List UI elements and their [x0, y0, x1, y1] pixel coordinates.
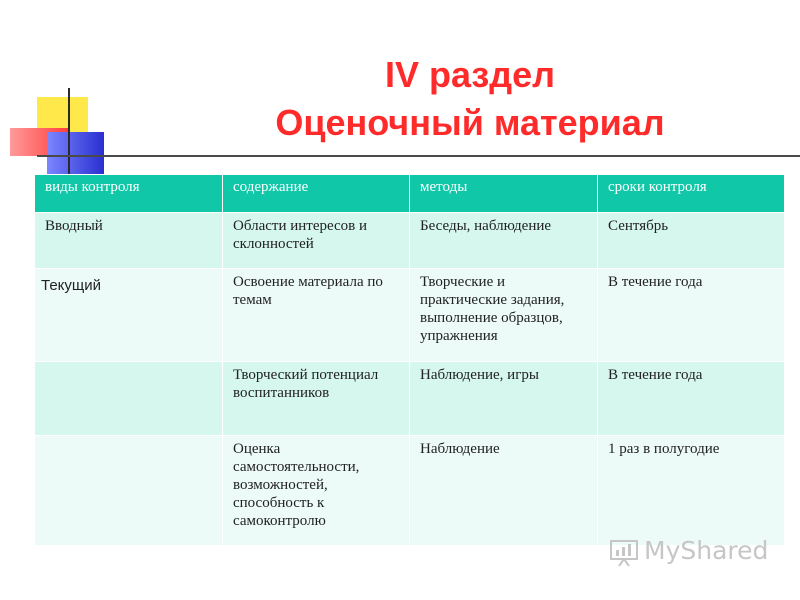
cell-control-type [35, 362, 223, 436]
table-row [35, 436, 785, 546]
cell-methods: Наблюдение [410, 436, 598, 546]
cell-control-type: Текущий [35, 269, 223, 362]
header-control-type: виды контроля [35, 175, 223, 213]
cell-content: Освоение материала по темам [223, 269, 410, 362]
cell-methods: Беседы, наблюдение [410, 213, 598, 269]
cell-control-dates: Сентябрь [598, 213, 785, 269]
cell-content: Творческий потенциал воспитанников [223, 362, 410, 436]
cell-control-type: Вводный [35, 213, 223, 269]
slide-title-section: IV раздел [384, 54, 556, 95]
cell-control-dates: 1 раз в полугодие [598, 436, 785, 546]
decor-blue-square [47, 132, 104, 174]
cell-content: Оценка самостоятельности, возможностей, способность к самоконтролю [223, 436, 410, 546]
header-control-dates: сроки контроля [598, 175, 785, 213]
table-header-row [35, 175, 785, 213]
cell-control-type [35, 436, 223, 546]
table-row [35, 269, 785, 362]
table-row [35, 362, 785, 436]
watermark-text: MyShared [644, 536, 769, 565]
decor-horizontal-line [37, 155, 800, 157]
slide-title-main: Оценочный материал [275, 102, 665, 143]
decor-vertical-line [68, 88, 70, 176]
cell-methods: Творческие и практические задания, выполнение образцов, упражнения [410, 269, 598, 362]
cell-methods: Наблюдение, игры [410, 362, 598, 436]
header-methods: методы [410, 175, 598, 213]
header-content: содержание [223, 175, 410, 213]
cell-content: Области интересов и склонностей [223, 213, 410, 269]
cell-control-dates: В течение года [598, 269, 785, 362]
presentation-chart-icon [609, 538, 639, 568]
cell-control-dates: В течение года [598, 362, 785, 436]
assessment-table [34, 174, 785, 546]
table-row [35, 213, 785, 269]
